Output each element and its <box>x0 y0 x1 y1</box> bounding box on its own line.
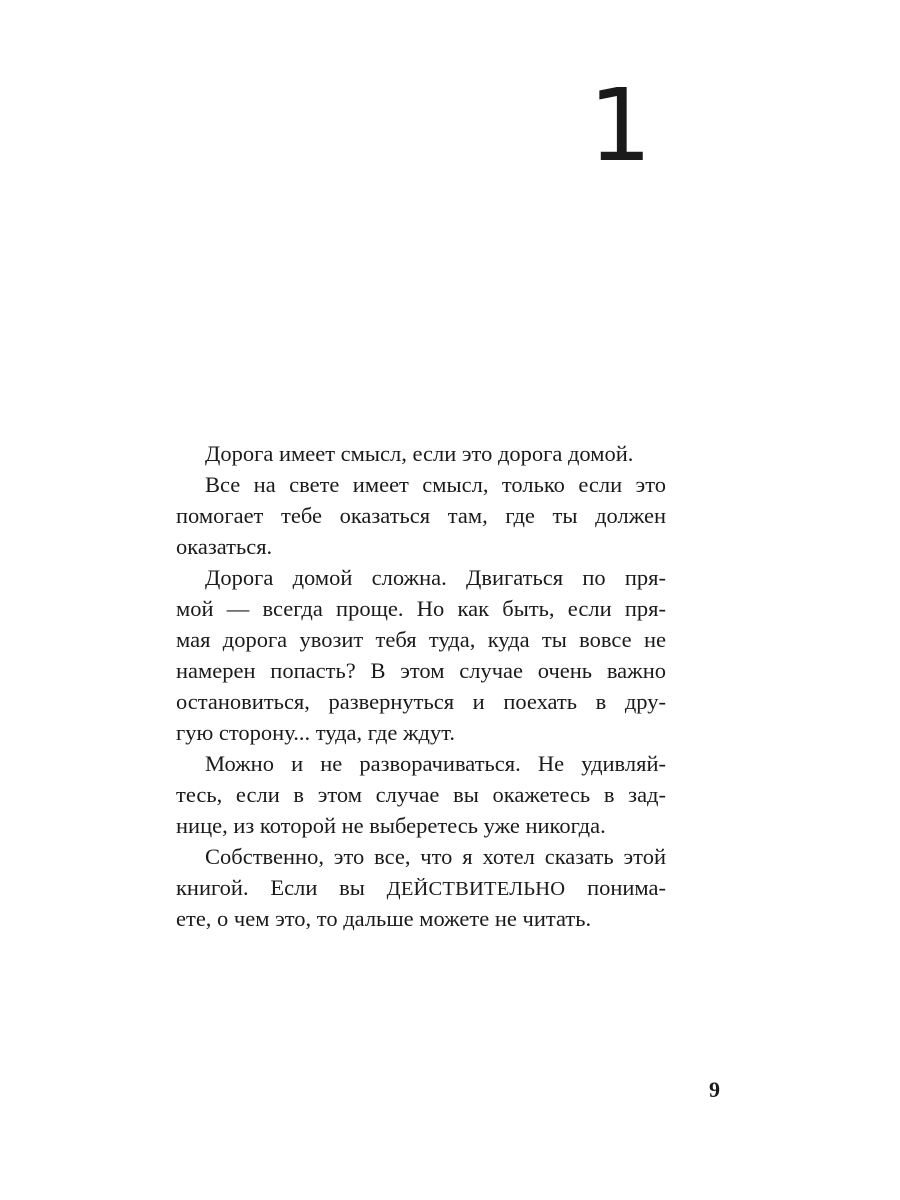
paragraph-1 <box>176 438 666 469</box>
text-segment: книгой. Если вы <box>176 875 387 900</box>
text-segment: понима- <box>565 875 666 900</box>
text-line: Все на свете имеет смысл, только если это <box>205 472 666 497</box>
chapter-number: 1 <box>588 67 652 184</box>
text-line: оказаться. <box>176 534 273 559</box>
text-line: гую сторону... туда, где ждут. <box>176 720 455 745</box>
paragraph-4 <box>176 748 666 841</box>
text-line: Дорога имеет смысл, если это дорога домой. <box>205 441 634 466</box>
text-line-with-caps <box>176 872 666 903</box>
paragraph-2 <box>176 469 666 562</box>
body-text <box>176 438 666 934</box>
paragraph-3 <box>176 562 666 748</box>
text-line: Дорога домой сложна. Двигаться по пря- <box>205 565 666 590</box>
text-line: мая дорога увозит тебя туда, куда ты вовсе не <box>176 627 666 652</box>
text-line: мой — всегда проще. Но как быть, если пря- <box>176 596 666 621</box>
text-line: нице, из которой не выберетесь уже никогда. <box>176 813 606 838</box>
page-number: 9 <box>709 1077 720 1102</box>
text-line: ете, о чем это, то дальше можете не читать. <box>176 906 592 931</box>
text-line: помогает тебе оказаться там, где ты должен <box>176 503 666 528</box>
text-line: остановиться, развернуться и поехать в дру- <box>176 689 666 714</box>
text-line: Можно и не разворачиваться. Не удивляй- <box>205 751 666 776</box>
text-line: Собственно, это все, что я хотел сказать этой <box>205 844 666 869</box>
text-line: намерен попасть? В этом случае очень важно <box>176 658 666 683</box>
text-line: тесь, если в этом случае вы окажетесь в зад- <box>176 782 666 807</box>
paragraph-5 <box>176 841 666 934</box>
emphasis-caps: ДЕЙСТВИТЕЛЬНО <box>386 878 566 900</box>
